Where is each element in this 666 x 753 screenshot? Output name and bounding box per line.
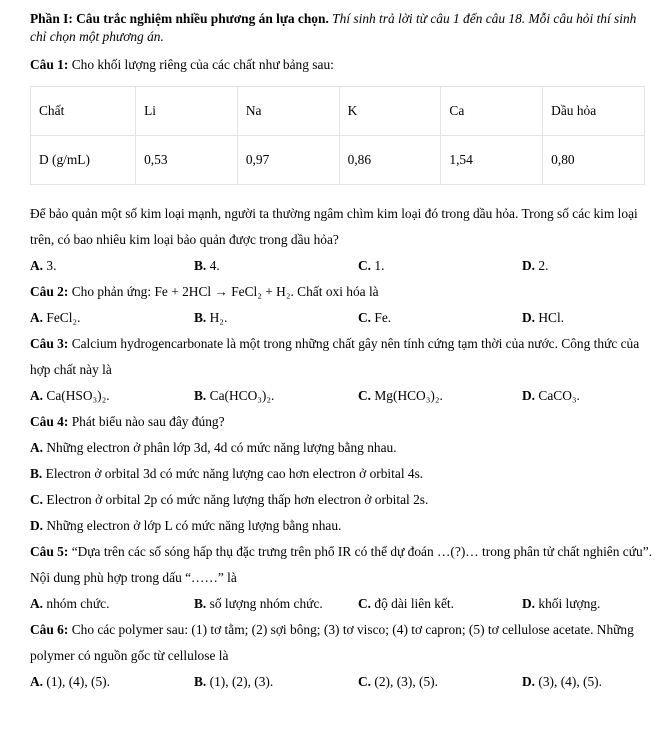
option-text: Electron ở orbital 2p có mức năng lượng thấp hơn electron ở orbital 2s. — [46, 492, 429, 507]
option-text: 2. — [538, 258, 549, 273]
question-3-options — [30, 383, 652, 409]
option-key: D. — [522, 388, 536, 403]
option-a[interactable] — [30, 669, 194, 695]
question-5-stem — [30, 539, 652, 591]
option-a[interactable] — [30, 253, 194, 279]
option-a[interactable] — [30, 591, 194, 617]
option-key: B. — [30, 466, 43, 481]
question-1-body: Để bảo quản một số kim loại mạnh, người ta thường ngâm chìm kim loại đó trong dầu hỏa. Trong số các kim loại trên, có bao nhiêu kim loại bảo quản được trong dầu hỏa? — [30, 206, 638, 247]
option-d[interactable] — [522, 305, 564, 331]
option-text: độ dài liên kết. — [374, 596, 454, 611]
question-5-text: “Dựa trên các số sóng hấp thụ đặc trưng trên phổ IR có thể dự đoán …(?)… trong phân tử chất nghiên cứu”. Nội dung phù hợp trong dấu “……” là — [30, 544, 652, 585]
option-text: 3. — [46, 258, 57, 273]
option-b[interactable] — [194, 305, 358, 331]
option-key: A. — [30, 440, 44, 455]
option-text: 1. — [374, 258, 385, 273]
table-cell: Na — [237, 87, 339, 136]
question-1-stem — [30, 52, 652, 78]
option-c[interactable] — [358, 253, 522, 279]
question-6-text: Cho các polymer sau: (1) tơ tằm; (2) sợi bông; (3) tơ visco; (4) tơ capron; (5) tơ cellulose acetate. Những polymer có nguồn gốc từ cellulose là — [30, 622, 634, 663]
table-cell: 0,53 — [136, 136, 238, 185]
option-text: HCl. — [538, 310, 565, 325]
option-key: C. — [358, 388, 372, 403]
table-cell: K — [339, 87, 441, 136]
option-key: D. — [30, 518, 44, 533]
option-key: C. — [30, 492, 44, 507]
question-4-text: Phát biểu nào sau đây đúng? — [71, 414, 225, 429]
option-key: A. — [30, 388, 44, 403]
option-b[interactable] — [194, 591, 358, 617]
option-key: A. — [30, 596, 44, 611]
option-text: (3), (4), (5). — [538, 674, 602, 689]
question-5-label: Câu 5: — [30, 544, 69, 559]
table-cell: Chất — [31, 87, 136, 136]
option-b[interactable] — [194, 253, 358, 279]
option-text: Những electron ở phân lớp 3d, 4d có mức năng lượng bằng nhau. — [46, 440, 397, 455]
table-cell: Li — [136, 87, 238, 136]
option-d[interactable] — [522, 591, 600, 617]
option-text: khối lượng. — [538, 596, 601, 611]
question-2-label: Câu 2: — [30, 284, 69, 299]
question-3-label: Câu 3: — [30, 336, 69, 351]
option-b[interactable] — [194, 669, 358, 695]
question-1-text: Cho khối lượng riêng của các chất như bảng sau: — [71, 57, 334, 72]
option-key: C. — [358, 310, 372, 325]
question-1-label: Câu 1: — [30, 57, 69, 72]
option-text: Ca(HCO₃)₂. — [209, 388, 275, 403]
option-text: (1), (4), (5). — [46, 674, 110, 689]
option-key: D. — [522, 674, 536, 689]
option-text: Electron ở orbital 3d có mức năng lượng cao hơn electron ở orbital 4s. — [45, 466, 424, 481]
option-text: Ca(HSO₃)₂. — [46, 388, 110, 403]
option-b[interactable] — [30, 461, 652, 487]
question-3-text: Calcium hydrogencarbonate là một trong những chất gây nên tính cứng tạm thời của nước. Công thức của hợp chất này là — [30, 336, 640, 377]
question-2-text: Cho phản ứng: Fe + 2HCl → FeCl₂ + H₂. Chất oxi hóa là — [71, 284, 379, 299]
option-key: B. — [194, 258, 207, 273]
option-c[interactable] — [358, 591, 522, 617]
table-cell: D (g/mL) — [31, 136, 136, 185]
option-key: A. — [30, 310, 44, 325]
option-key: A. — [30, 674, 44, 689]
part-instruction: Thí sinh trả lời từ câu 1 đến câu 18. Mỗi câu hỏi thí sinh chỉ chọn một phương án. — [30, 11, 637, 44]
table-cell: Dầu hỏa — [543, 87, 645, 136]
option-text: nhóm chức. — [46, 596, 110, 611]
option-d[interactable] — [522, 669, 602, 695]
question-6-label: Câu 6: — [30, 622, 69, 637]
option-c[interactable] — [30, 487, 652, 513]
table-cell: 0,80 — [543, 136, 645, 185]
option-d[interactable] — [522, 253, 548, 279]
question-1-options — [30, 253, 652, 279]
option-key: B. — [194, 388, 207, 403]
option-text: FeCl₂. — [46, 310, 81, 325]
option-key: D. — [522, 258, 536, 273]
table-cell: 0,86 — [339, 136, 441, 185]
question-2-stem — [30, 279, 652, 305]
option-b[interactable] — [194, 383, 358, 409]
option-text: (2), (3), (5). — [374, 674, 438, 689]
density-table — [30, 86, 645, 185]
option-key: C. — [358, 258, 372, 273]
option-text: CaCO₃. — [538, 388, 580, 403]
option-c[interactable] — [358, 383, 522, 409]
table-cell: 0,97 — [237, 136, 339, 185]
option-key: B. — [194, 310, 207, 325]
spacer — [30, 185, 652, 201]
option-d[interactable] — [30, 513, 652, 539]
option-text: (1), (2), (3). — [209, 674, 274, 689]
part-heading — [30, 10, 652, 46]
option-c[interactable] — [358, 669, 522, 695]
option-key: B. — [194, 596, 207, 611]
question-6-options — [30, 669, 652, 695]
question-2-options — [30, 305, 652, 331]
option-text: 4. — [209, 258, 220, 273]
density-table-row — [31, 136, 645, 185]
option-key: D. — [522, 310, 536, 325]
option-text: Fe. — [374, 310, 392, 325]
question-5-options — [30, 591, 652, 617]
question-6-stem — [30, 617, 652, 669]
table-cell: 1,54 — [441, 136, 543, 185]
option-key: D. — [522, 596, 536, 611]
option-c[interactable] — [358, 305, 522, 331]
option-text: Mg(HCO₃)₂. — [374, 388, 443, 403]
question-4-stem — [30, 409, 652, 435]
option-key: C. — [358, 596, 372, 611]
table-cell: Ca — [441, 87, 543, 136]
density-table-header — [31, 87, 645, 136]
option-key: B. — [194, 674, 207, 689]
option-key: C. — [358, 674, 372, 689]
option-text: H₂. — [209, 310, 228, 325]
question-4-label: Câu 4: — [30, 414, 69, 429]
option-a[interactable] — [30, 305, 194, 331]
option-a[interactable] — [30, 383, 194, 409]
option-text: số lượng nhóm chức. — [209, 596, 323, 611]
option-key: A. — [30, 258, 44, 273]
option-d[interactable] — [522, 383, 580, 409]
option-a[interactable] — [30, 435, 652, 461]
option-text: Những electron ở lớp L có mức năng lượng bằng nhau. — [46, 518, 342, 533]
part-title: Phần I: Câu trắc nghiệm nhiều phương án lựa chọn. — [30, 11, 329, 26]
question-3-stem — [30, 331, 652, 383]
